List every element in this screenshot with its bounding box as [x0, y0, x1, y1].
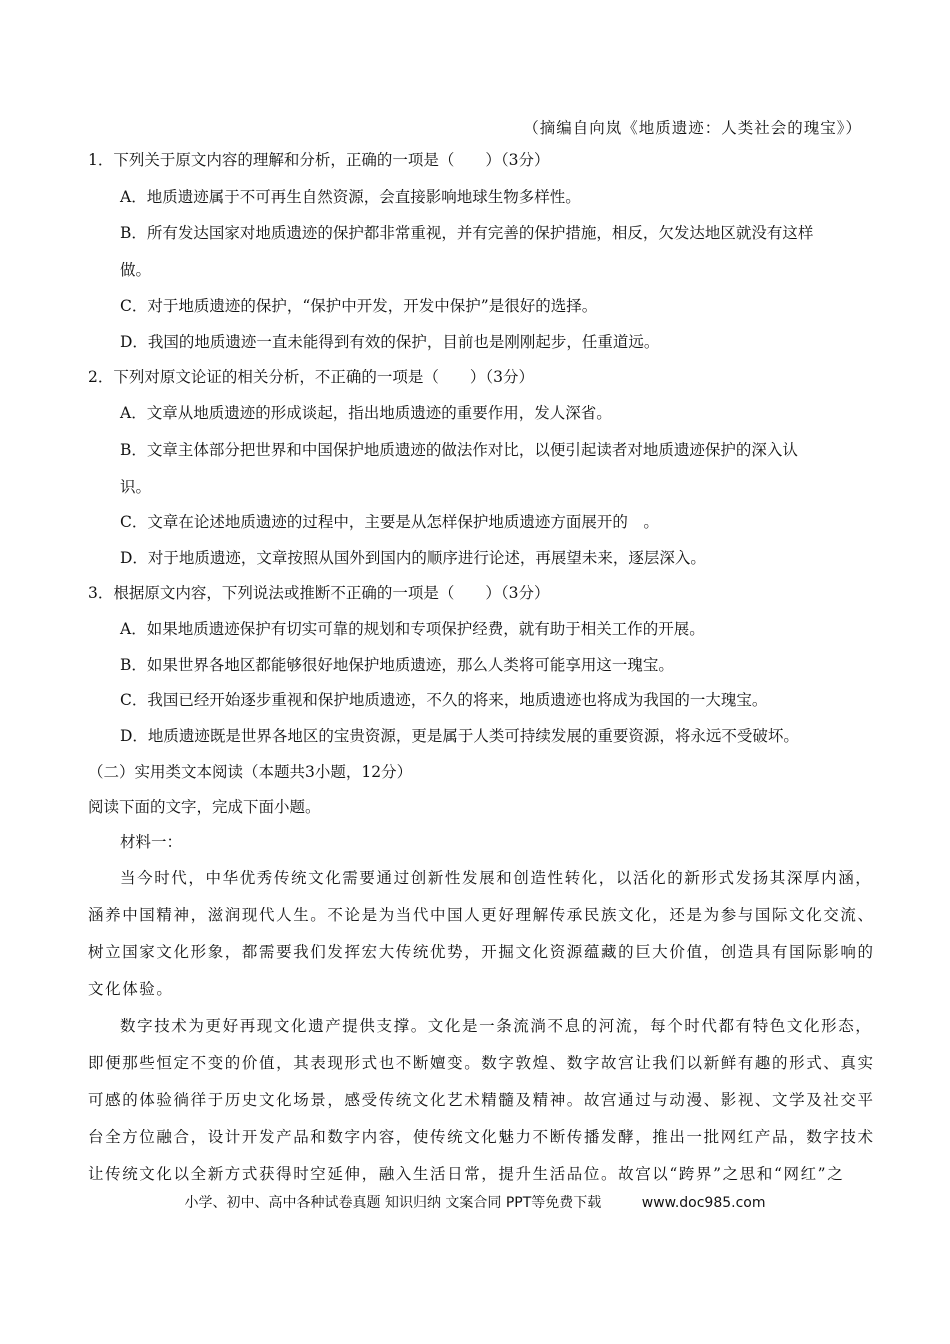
paragraph-line: 让传统文化以全新方式获得时空延伸，融入生活日常，提升生活品位。故宫以“跨界”之思和“网红”之 — [88, 1165, 845, 1183]
question-stem: 2．下列对原文论证的相关分析，不正确的一项是（ ）（3分） — [88, 368, 534, 386]
paragraph-line: 台全方位融合，设计开发产品和数字内容，使传统文化魅力不断传播发酵，推出一批网红产品，数字技术 — [88, 1128, 875, 1146]
page-footer — [0, 1192, 950, 1212]
option-d: D．地质遗迹既是世界各地区的宝贵资源，更是属于人类可持续发展的重要资源，将永远不受破坏。 — [120, 727, 799, 745]
option-b-continued: 做。 — [120, 261, 152, 279]
option-a: A．地质遗迹属于不可再生自然资源，会直接影响地球生物多样性。 — [120, 188, 581, 206]
option-b-continued: 识。 — [120, 478, 152, 496]
material-label: 材料一： — [120, 833, 183, 851]
option-b: B．文章主体部分把世界和中国保护地质遗迹的做法作对比，以便引起读者对地质遗迹保护的深入认 — [120, 441, 798, 459]
footer-text: 小学、初中、高中各种试卷真题 知识归纳 文案合同 PPT等免费下载 — [184, 1195, 602, 1211]
source-attribution: （摘编自向岚《地质遗迹：人类社会的瑰宝》） — [523, 119, 862, 137]
paragraph-line: 文化体验。 — [88, 980, 174, 998]
footer-url-link[interactable]: www.doc985.com — [641, 1195, 766, 1211]
paragraph-line: 涵养中国精神，滋润现代人生。不论是为当代中国人更好理解传承民族文化，还是为参与国际文化交流、 — [88, 906, 875, 924]
paragraph-line: 当今时代，中华优秀传统文化需要通过创新性发展和创造性转化，以活化的新形式发扬其深厚内涵， — [120, 869, 873, 887]
option-d: D．对于地质遗迹，文章按照从国外到国内的顺序进行论述，再展望未来，逐层深入。 — [120, 549, 706, 567]
option-a: A．文章从地质遗迹的形成谈起，指出地质遗迹的重要作用，发人深省。 — [120, 404, 612, 422]
section-title: （二）实用类文本阅读（本题共3小题，12分） — [88, 763, 413, 781]
option-c: C．文章在论述地质遗迹的过程中，主要是从怎样保护地质遗迹方面展开的 。 — [120, 513, 659, 531]
option-a: A．如果地质遗迹保护有切实可靠的规划和专项保护经费，就有助于相关工作的开展。 — [120, 620, 705, 638]
paragraph-line: 数字技术为更好再现文化遗产提供支撑。文化是一条流淌不息的河流，每个时代都有特色文化形态， — [120, 1017, 873, 1035]
section-instruction: 阅读下面的文字，完成下面小题。 — [88, 798, 321, 816]
question-stem: 3．根据原文内容，下列说法或推断不正确的一项是（ ）（3分） — [88, 584, 550, 602]
option-d: D．我国的地质遗迹一直未能得到有效的保护，目前也是刚刚起步，任重道远。 — [120, 333, 660, 351]
option-c: C．对于地质遗迹的保护，“保护中开发，开发中保护”是很好的选择。 — [120, 297, 598, 315]
question-stem: 1．下列关于原文内容的理解和分析，正确的一项是（ ）（3分） — [88, 151, 550, 169]
option-b: B．如果世界各地区都能够很好地保护地质遗迹，那么人类将可能享用这一瑰宝。 — [120, 656, 674, 674]
option-c: C．我国已经开始逐步重视和保护地质遗迹，不久的将来，地质遗迹也将成为我国的一大瑰宝。 — [120, 691, 768, 709]
paragraph-line: 可感的体验徜徉于历史文化场景，感受传统文化艺术精髓及精神。故宫通过与动漫、影视、文学及社交平 — [88, 1091, 875, 1109]
paragraph-line: 树立国家文化形象，都需要我们发挥宏大传统优势，开掘文化资源蕴藏的巨大价值，创造具有国际影响的 — [88, 943, 875, 961]
option-b: B．所有发达国家对地质遗迹的保护都非常重视，并有完善的保护措施，相反，欠发达地区就没有这样 — [120, 224, 814, 242]
paragraph-line: 即便那些恒定不变的价值，其表现形式也不断嬗变。数字敦煌、数字故宫让我们以新鲜有趣的形式、真实 — [88, 1054, 875, 1072]
